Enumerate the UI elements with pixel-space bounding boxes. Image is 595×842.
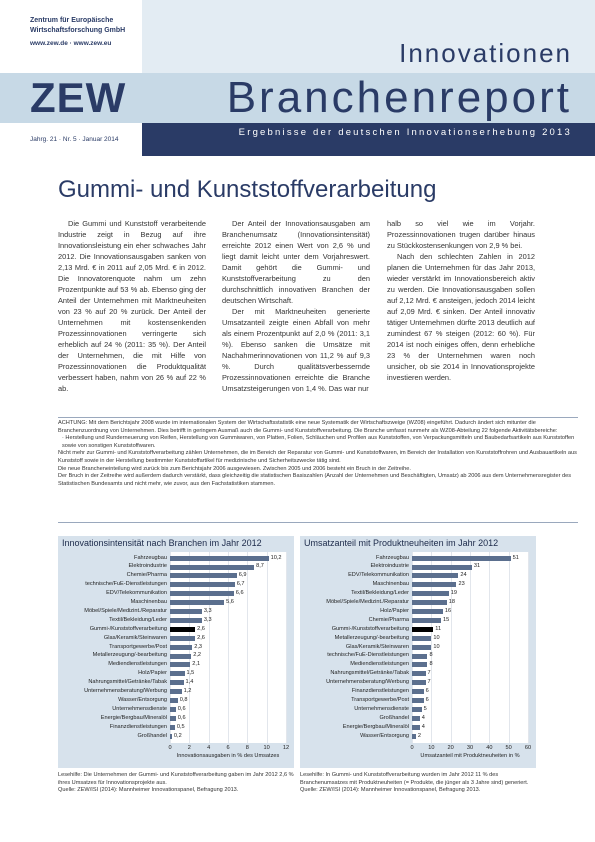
- data-label: 4: [421, 723, 425, 730]
- category-label: Möbel/Spiele/Medizint./Reparatur: [326, 599, 409, 605]
- x-tick-label: 50: [505, 744, 512, 751]
- category-label: Unternehmensdienste: [354, 705, 409, 712]
- data-label: 7: [427, 679, 431, 686]
- x-tick-label: 12: [282, 744, 290, 751]
- category-label: Textil/Bekleidung/Leder: [351, 590, 409, 597]
- data-label: 2,6: [197, 634, 205, 641]
- bar: [170, 618, 202, 623]
- category-label: Elektroindustrie: [370, 563, 409, 570]
- bar: [170, 627, 195, 632]
- data-label: 1,5: [186, 670, 195, 677]
- data-label: 2,1: [192, 661, 201, 668]
- gridline: [286, 552, 287, 743]
- data-label: 10: [433, 643, 440, 650]
- text-column-3: [387, 218, 535, 383]
- chart-product-novelty-share: [300, 536, 536, 768]
- data-label: 0,5: [176, 723, 185, 730]
- issue-info: Jahrg. 21 · Nr. 5 · Januar 2014: [30, 136, 119, 143]
- bar: [170, 609, 202, 614]
- text-column-1: [58, 218, 206, 394]
- data-label: 24: [460, 572, 467, 579]
- data-label: 6,9: [238, 572, 247, 579]
- x-tick-label: 8: [245, 744, 249, 751]
- paragraph: halb so viel wie im Vorjahr. Prozessinnovationen trugen darüber hinaus zu Stückkostensenkungen von 2,9 % bei.: [387, 219, 535, 250]
- bar: [412, 627, 433, 632]
- data-label: 2,3: [194, 643, 202, 650]
- page-title: Gummi- und Kunststoffverarbeitung: [58, 176, 437, 203]
- paragraph: Der Anteil der Innovationsausgaben am Branchenumsatz (Innovationsintensität) erreichte 2012 einen Wert von 2,6 % und liegt damit leicht unter dem Vorjahreswert. Damit gehört die Gummi- und Kunststoffverarbeitung zu den durchschnittlich innovativen Branchen der deutschen Wirtschaft.: [222, 219, 370, 305]
- bar: [412, 582, 456, 587]
- data-label: 31: [473, 563, 481, 570]
- bar: [170, 645, 192, 650]
- data-label: 6,7: [236, 581, 245, 588]
- subtitle: Ergebnisse der deutschen Innovationserhebung 2013: [238, 127, 572, 138]
- category-label: Holz/Papier: [380, 607, 409, 614]
- category-label: Mediendienstleistungen: [108, 661, 167, 668]
- bar: [412, 680, 426, 685]
- x-tick-label: 0: [410, 744, 414, 751]
- x-tick-label: 30: [466, 744, 474, 751]
- note-line: Nicht mehr zur Gummi- und Kunststoffverarbeitung zählen Unternehmen, die im Bereich der Reparatur von Gummi- und Kunststoffwaren, im Bereich der Installation von Kunststoffrohren und Ausbauartikeln aus Kunststoff sowie in der Herstellung bestimmter Kunststoffartikel für medizinische und Sicherheitszwecke tätig sind.: [58, 450, 577, 464]
- x-tick-label: 60: [524, 744, 532, 751]
- gridline: [489, 552, 490, 743]
- data-label: 8,7: [256, 563, 264, 570]
- category-label: Unternehmensberatung/Werbung: [326, 679, 409, 686]
- bar: [170, 573, 237, 578]
- chart-innovation-intensity: [58, 536, 294, 768]
- category-label: Fahrzeugbau: [134, 554, 167, 561]
- x-tick-label: 10: [263, 744, 270, 751]
- data-label: 4: [421, 714, 425, 721]
- category-label: Energie/Bergbau/Mineralöl: [342, 723, 409, 730]
- category-label: Finanzdienstleistungen: [109, 723, 167, 730]
- category-label: technische/FuE-Dienstleistungen: [327, 652, 409, 659]
- category-label: Chemie/Pharma: [368, 616, 409, 623]
- note-line: Die neue Brancheneinteilung wird zurück bis zum Berichtsjahr 2006 ausgewiesen. Zwischen 2005 und 2006 besteht ein Bruch in der Zeitreihe.: [58, 465, 411, 472]
- gridline: [247, 552, 248, 743]
- data-label: 6: [425, 688, 429, 694]
- data-label: 0,8: [179, 696, 188, 703]
- data-label: 6: [425, 696, 429, 703]
- report-header: [0, 0, 595, 156]
- paragraph: Nach den schlechten Zahlen in 2012 planen die Unternehmen für das Jahr 2013, wieder verstärkt im Innovationsbereich aktiv zu werden. Die Innovationsausgaben sollen auf 2,12 Mrd. € ansteigen, jedoch 2014 leicht auf 2,09 Mrd. € sinken. Der Anteil innovativ tätiger Unternehmen dürfte 2013 deutlich auf zumindest 67 % steigen (2012: 60 %). Für 2014 ist noch einiges offen, denn erhebliche 23 % der Unternehmen waren noch unsicher, ob sie 2014 in Innovationsprojekte investieren werden.: [387, 252, 535, 382]
- title-branchenreport: Branchenreport: [226, 73, 572, 122]
- bar: [170, 591, 234, 596]
- category-label: Textil/Bekleidung/Leder: [109, 616, 167, 623]
- x-axis-label: Innovationsausgaben in % des Umsatzes: [176, 752, 280, 759]
- bar: [170, 654, 191, 659]
- paragraph: Der mit Marktneuheiten generierte Umsatzanteil zeigte einen Abfall von mehr als einem Prozentpunkt auf 2,0 % (2011: 3,1 %). Ebenso sanken die Umsätze mit Nachahmerinnovationen von 11,2 % auf 9,3 %. Durch qualitätsverbessernde Prozessinnovationen erreichte die Branche Umsatzsteigerungen von 1,4 %. Das war nur: [222, 307, 370, 393]
- category-label: Transportgewerbe/Post: [109, 643, 167, 650]
- category-label: Finanzdienstleistungen: [351, 688, 409, 694]
- category-label: Metallerzeugung/-bearbeitung: [334, 634, 409, 641]
- gridline: [267, 552, 268, 743]
- bar: [170, 565, 254, 570]
- bar: [170, 600, 224, 605]
- category-label: Wasser/Entsorgung: [360, 732, 409, 739]
- data-label: 5: [423, 705, 427, 712]
- bar: [412, 689, 424, 694]
- category-label: Holz/Papier: [138, 670, 167, 677]
- note-line: ACHTUNG: Mit dem Berichtsjahr 2008 wurde im internationalen System der Wirtschaftsstatistik eine neue Systematik der Wirtschaftszweige (WZ08) eingeführt. Dadurch ändert sich mitunter die Branchenzuordnung von Unternehmen. Dies betrifft in geringem Ausmaß auch die Gummi- und Kunststoffverarbeitung. Die Branche umfasst nunmehr als WZ08-Abteilung 22 folgende Aktivitätsbereiche:: [58, 420, 558, 434]
- gridline: [228, 552, 229, 743]
- bar: [412, 591, 449, 596]
- bar: [170, 689, 182, 694]
- bar: [412, 645, 431, 650]
- gridline: [451, 552, 452, 743]
- bar: [412, 716, 420, 721]
- bar: [170, 680, 184, 685]
- category-label: Nahrungsmittel/Getränke/Tabak: [88, 679, 167, 686]
- caption-source: Quelle: ZEW/ISI (2014): Mannheimer Innovationspanel, Befragung 2013.: [58, 787, 239, 794]
- category-label: Unternehmensberatung/Werbung: [84, 688, 167, 694]
- bar: [412, 556, 511, 561]
- data-label: 2: [417, 732, 421, 739]
- data-label: 2,2: [193, 652, 202, 659]
- x-tick-label: 20: [447, 744, 454, 751]
- data-label: 23: [458, 581, 465, 588]
- data-label: 18: [448, 599, 456, 605]
- data-label: 3,3: [203, 607, 212, 614]
- data-label: 8: [429, 661, 433, 668]
- data-label: 1,4: [185, 679, 194, 686]
- category-label: Wasser/Entsorgung: [118, 696, 167, 703]
- category-label: Unternehmensdienste: [112, 705, 167, 712]
- org-line-2: Wirtschaftsforschung GmbH: [30, 27, 126, 34]
- bar: [412, 707, 422, 712]
- data-label: 16: [444, 607, 452, 614]
- bar: [170, 636, 195, 641]
- bar: [170, 716, 176, 721]
- category-label: Maschinenbau: [372, 581, 409, 588]
- category-label: EDV/Telekommunikation: [106, 590, 167, 597]
- bar: [412, 609, 443, 614]
- data-label: 10: [433, 634, 440, 641]
- gridline: [470, 552, 471, 743]
- caption-reading-aid: Lesehilfe: In Gummi- und Kunststoffverarbeitung wurden im Jahr 2012 11 % des Branchenumsatzes mit Produktneuheiten (= Produkte, die jünger als 3 Jahre sind) generiert.: [300, 772, 529, 786]
- bar: [412, 573, 458, 578]
- zew-logo: ZEW: [30, 74, 127, 121]
- data-label: 5,6: [226, 599, 234, 605]
- x-tick-label: 40: [486, 744, 493, 751]
- bar: [170, 725, 175, 730]
- gridline: [209, 552, 210, 743]
- text-column-2: [222, 218, 370, 394]
- category-label: Maschinenbau: [130, 599, 167, 605]
- org-urls[interactable]: www.zew.de · www.zew.eu: [30, 40, 112, 47]
- data-label: 19: [450, 590, 457, 597]
- data-label: 11: [435, 625, 442, 632]
- data-label: 0,6: [177, 705, 186, 712]
- gridline: [528, 552, 529, 743]
- paragraph: Die Gummi und Kunststoff verarbeitende Industrie zeigt in Bezug auf ihre Innovationsleistung ein eher schwaches Jahr 2012. Die Innovationsausgaben sanken von 2,13 Mrd. € in 2011 auf 2,05 Mrd. € in 2012. Die Innovatorenquote nahm um zehn Prozentpunkte auf 53 % ab. Ebenso ging der Anteil der Unternehmen mit Marktneuheiten von 23 % auf 20 % zurück. Der Anteil der Unternehmen mit kostensenkenden Prozessinnovationen verringerte sich erheblich auf 24 % (2011: 35 %). Der Anteil der Unternehmen, die mit Hilfe von Prozessinnovationen die Produktqualität verbessert haben, nahm von 26 % auf 22 % ab.: [58, 219, 206, 393]
- chart-title: Umsatzanteil mit Produktneuheiten im Jahr 2012: [304, 538, 499, 548]
- x-tick-label: 2: [187, 744, 191, 751]
- category-label: Mediendienstleistungen: [350, 661, 409, 668]
- caption-left: [58, 772, 294, 795]
- category-label: Chemie/Pharma: [126, 572, 167, 579]
- data-label: 8: [429, 652, 433, 659]
- bar: [412, 671, 426, 676]
- bar: [412, 654, 427, 659]
- category-label: Elektroindustrie: [128, 563, 167, 570]
- data-label: 2,6: [197, 625, 205, 632]
- category-label: technische/FuE-Dienstleistungen: [85, 581, 167, 588]
- caption-source: Quelle: ZEW/ISI (2014): Mannheimer Innovationspanel, Befragung 2013.: [300, 787, 481, 794]
- bar: [170, 707, 176, 712]
- x-axis-label: Umsatzanteil mit Produktneuheiten in %: [420, 752, 520, 759]
- category-label: Fahrzeugbau: [376, 554, 409, 561]
- x-tick-label: 0: [168, 744, 172, 751]
- data-label: 7: [427, 670, 431, 677]
- x-tick-label: 6: [226, 744, 230, 751]
- bar: [170, 556, 269, 561]
- bar: [412, 725, 420, 730]
- chart-title: Innovationsintensität nach Branchen im Jahr 2012: [62, 538, 262, 548]
- title-innovationen: Innovationen: [399, 38, 572, 68]
- note-divider-bottom: [58, 522, 578, 523]
- x-tick-label: 4: [207, 744, 211, 751]
- note-line: Der Bruch in der Zeitreihe wird außerdem dadurch verstärkt, dass gleichzeitig die statistischen Basiszahlen (Anzahl der Unternehmen und Beschäftigten, Umsatz) ab 2006 aus dem Unternehmensregister des Statistischen Bundesamts und nicht mehr, wie zuvor, aus den Fachstatistiken stammen.: [58, 473, 572, 487]
- category-label: Energie/Bergbau/Mineralöl: [100, 714, 167, 721]
- category-label: Gummi-/Kunststoffverarbeitung: [331, 625, 409, 632]
- category-label: EDV/Telekommunikation: [348, 572, 409, 579]
- bar: [170, 734, 172, 739]
- data-label: 3,3: [203, 616, 212, 623]
- data-label: 10,2: [270, 554, 282, 561]
- category-label: Glas/Keramik/Steinwaren: [103, 634, 167, 641]
- category-label: Metallerzeugung/-bearbeitung: [92, 652, 167, 659]
- methodology-note: [58, 420, 578, 488]
- bar: [170, 698, 178, 703]
- caption-reading-aid: Lesehilfe: Die Unternehmen der Gummi- und Kunststoffverarbeitung gaben im Jahr 2012 2,6 % ihres Umsatzes für Innovationsprojekte aus.: [58, 772, 294, 786]
- category-label: Großhandel: [379, 714, 409, 721]
- bar: [412, 565, 472, 570]
- category-label: Nahrungsmittel/Getränke/Tabak: [330, 670, 409, 677]
- org-name: [30, 16, 125, 36]
- category-label: Großhandel: [137, 732, 167, 739]
- gridline: [509, 552, 510, 743]
- data-label: 0,6: [177, 714, 186, 721]
- gridline: [431, 552, 432, 743]
- bar: [412, 636, 431, 641]
- bar: [170, 662, 190, 667]
- bar: [412, 618, 441, 623]
- data-label: 6,6: [235, 590, 244, 597]
- bar: [412, 698, 424, 703]
- bar: [170, 671, 185, 676]
- data-label: 51: [512, 554, 519, 561]
- x-tick-label: 10: [428, 744, 435, 751]
- bar: [412, 734, 416, 739]
- bar: [170, 582, 235, 587]
- data-label: 15: [443, 616, 450, 623]
- category-label: Glas/Keramik/Steinwaren: [345, 643, 409, 650]
- bar: [412, 600, 447, 605]
- category-label: Transportgewerbe/Post: [351, 696, 409, 703]
- note-divider-top: [58, 417, 578, 418]
- caption-right: [300, 772, 536, 795]
- note-line: · Herstellung und Runderneuerung von Reifen, Herstellung von Gummiwaren, von Platten, Folien, Schläuchen und Profilen aus Kunststoffen, von Verpackungsmitteln und Baubedarfsartikeln aus Kunststoffen sowie von sonstigen Kunststoffwaren.: [62, 435, 575, 449]
- org-line-1: Zentrum für Europäische: [30, 17, 114, 24]
- data-label: 0,2: [173, 732, 182, 739]
- category-label: Gummi-/Kunststoffverarbeitung: [89, 625, 167, 632]
- category-label: Möbel/Spiele/Medizint./Reparatur: [84, 607, 167, 614]
- bar: [412, 662, 427, 667]
- data-label: 1,2: [183, 688, 192, 694]
